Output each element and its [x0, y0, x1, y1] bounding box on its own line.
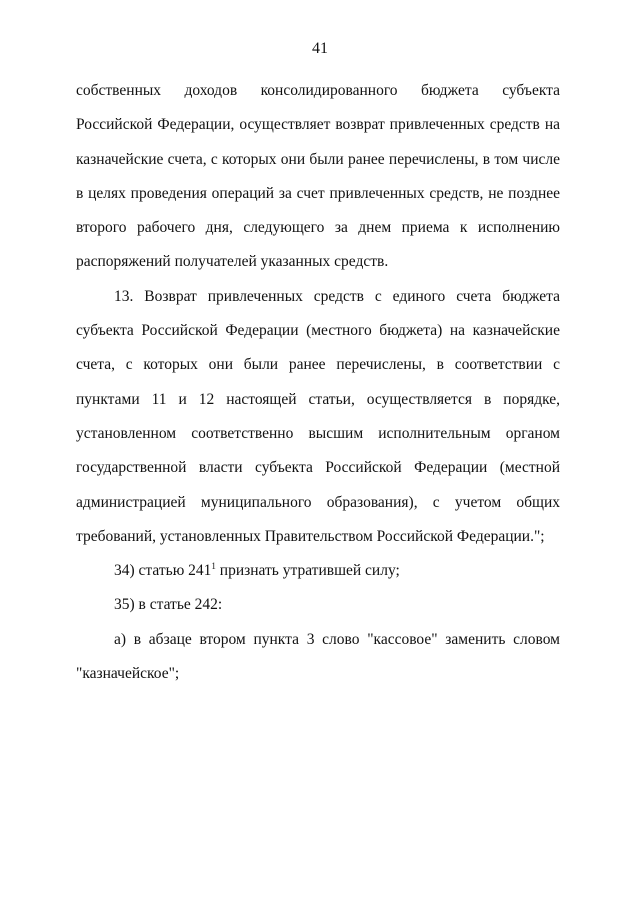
page-number: 41 — [312, 40, 328, 57]
paragraph-item-35: 35) в статье 242: — [114, 596, 223, 614]
item-34-text-end: признать утратившей силу; — [215, 562, 400, 580]
document-body — [76, 74, 560, 691]
item-34-superscript: 1 — [211, 561, 216, 572]
item-34-text: 34) статью 241 — [114, 562, 212, 580]
paragraph-subitem-a: а) в абзаце втором пункта 3 слово "кассовое" заменить словом "казначейское"; — [76, 630, 560, 683]
paragraph-continuation: собственных доходов консолидированного бюджета субъекта Российской Федерации, осуществляет возврат привлеченных средств на казначейские счета, с которых они были ранее перечислены, в том числе в целях проведения операций за счет привлеченных средств, не позднее второго рабочего дня, следующего за днем приема к исполнению распоряжений получателей указанных средств. — [76, 82, 560, 271]
paragraph-item-13: 13. Возврат привлеченных средств с единого счета бюджета субъекта Российской Федерации (местного бюджета) на казначейские счета, с которых они были ранее перечислены, в соответствии с пунктами 11 и 12 настоящей статьи, осуществляется в порядке, установленном соответственно высшим исполнительным органом государственной власти субъекта Российской Федерации (местной администрацией муниципального образования), с учетом общих требований, установленных Правительством Российской Федерации."; — [76, 287, 560, 545]
paragraph-item-34 — [76, 554, 560, 588]
